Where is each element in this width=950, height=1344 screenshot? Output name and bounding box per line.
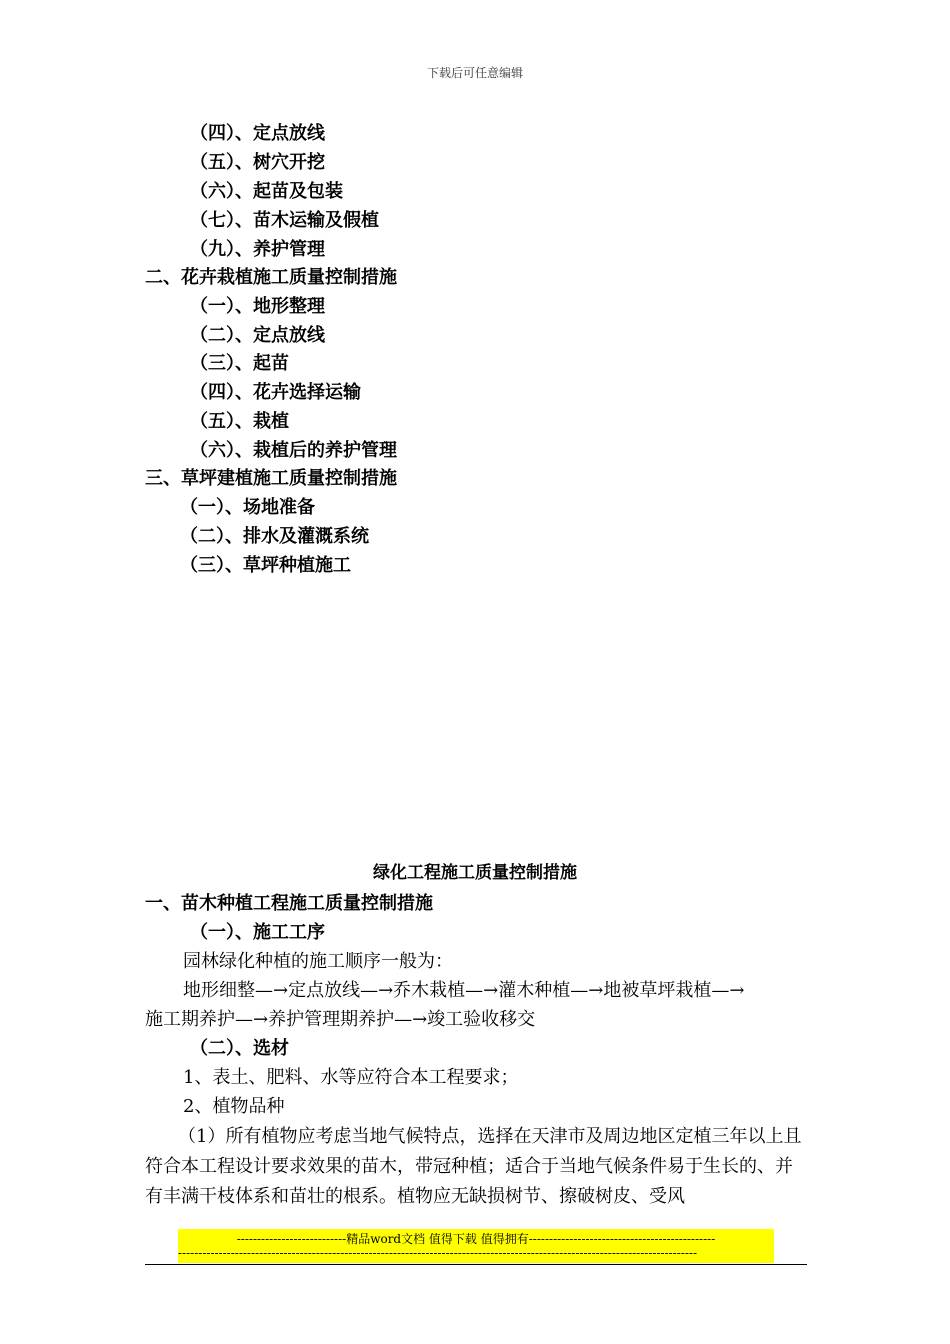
section-heading: 一、苗木种植工程施工质量控制措施 xyxy=(145,893,433,914)
body-paragraph: （1）所有植物应考虑当地气候特点，选择在天津市及周边地区定植三年以上且符合本工程设计要求效果的苗木，带冠种植；适合于当地气候条件易于生长的、并有丰满干枝体系和苗壮的根系。植物应无缺损树节、擦破树皮、受风 xyxy=(145,1126,802,1207)
toc-item: （五）、树穴开挖 xyxy=(190,152,325,173)
subsection-heading: （二）、选材 xyxy=(190,1038,289,1059)
toc-item: （三）、起苗 xyxy=(190,353,289,374)
toc-item: （四）、定点放线 xyxy=(190,123,325,144)
footer-text: ---------------------------精品word文档 值得下载 值得拥有---------------------------------------------- xyxy=(236,1232,716,1246)
toc-item: （五）、栽植 xyxy=(190,411,289,432)
toc-item: （四）、花卉选择运输 xyxy=(190,382,361,403)
toc-item: （一）、场地准备 xyxy=(180,497,315,518)
list-item: 1、表土、肥料、水等应符合本工程要求； xyxy=(183,1067,519,1088)
footer-dashes: -------------------------------------------------------------------------------------------------------------------------------- xyxy=(178,1246,697,1260)
toc-item: （二）、定点放线 xyxy=(190,325,325,346)
toc-item: （一）、地形整理 xyxy=(190,296,325,317)
list-item: 2、植物品种 xyxy=(183,1096,285,1117)
document-title: 绿化工程施工质量控制措施 xyxy=(373,863,577,883)
body-text: 园林绿化种植的施工顺序一般为： xyxy=(183,951,453,972)
toc-item: （六）、栽植后的养护管理 xyxy=(190,440,397,461)
toc-item: （九）、养护管理 xyxy=(190,239,325,260)
toc-item: （七）、苗木运输及假植 xyxy=(190,210,379,231)
toc-item: （二）、排水及灌溉系统 xyxy=(180,526,369,547)
toc-section: 二、花卉栽植施工质量控制措施 xyxy=(145,267,397,288)
toc-item: （六）、起苗及包装 xyxy=(190,181,343,202)
page-header: 下载后可任意编辑 xyxy=(426,66,523,80)
subsection-heading: （一）、施工工序 xyxy=(190,922,325,943)
footer-rule xyxy=(145,1264,807,1265)
toc-section: 三、草坪建植施工质量控制措施 xyxy=(145,468,397,489)
process-flow-line: 施工期养护—→养护管理期养护—→竣工验收移交 xyxy=(145,1009,536,1030)
process-flow-line: 地形细整—→定点放线—→乔木栽植—→灌木种植—→地被草坪栽植—→ xyxy=(183,980,745,1001)
toc-item: （三）、草坪种植施工 xyxy=(180,555,351,576)
